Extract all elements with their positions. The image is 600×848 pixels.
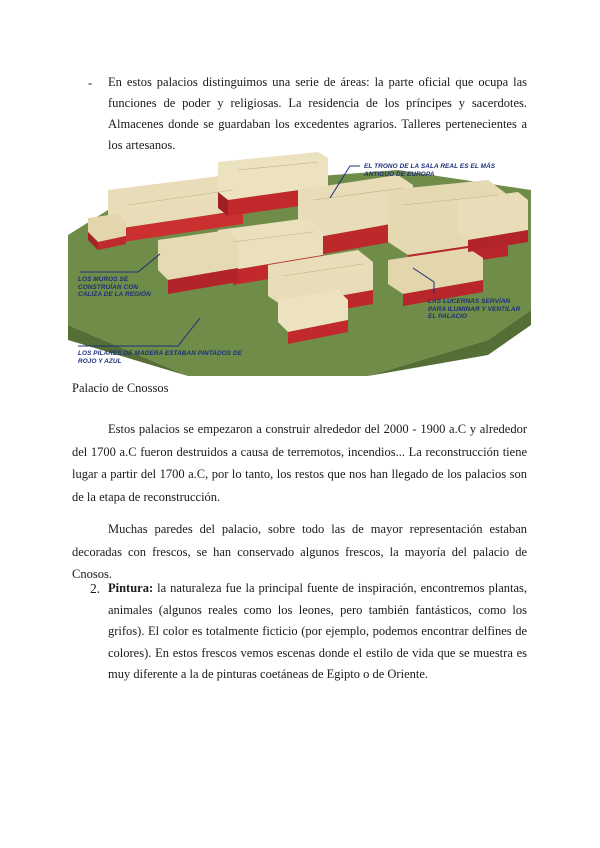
palace-illustration [68, 150, 531, 376]
paragraph-construction: Estos palacios se empezaron a construir alrededor del 2000 - 1900 a.C y alrededor del 1700 a.C fueron destruidos a causa de terremotos, incendios... La reconstrucción tiene lugar a partir del 1700 a.C, por lo tanto, los restos que nos han llegado de los palacios son de la etapa de reconstrucción. [72, 422, 527, 504]
callout-pillars: LOS PILARES DE MADERA ESTABAN PINTADOS DE ROJO Y AZUL [78, 350, 243, 365]
figure-caption: Palacio de Cnossos [72, 381, 169, 395]
paragraph-frescos: Muchas paredes del palacio, sobre todo las de mayor representación estaban decoradas con frescos, se han conservado algunos frescos, la mayoría del palacio de Cnosos. [72, 522, 527, 581]
list-item-term: Pintura: [108, 581, 154, 595]
list-item-painting [108, 578, 527, 686]
list-item-number: 2. [90, 581, 101, 596]
callout-skylights: LAS LUCERNAS SERVÍAN PARA ILUMINAR Y VENTILAR EL PALACIO [428, 298, 521, 321]
callout-walls: LOS MUROS SE CONSTRUÍAN CON CALIZA DE LA REGIÓN [78, 276, 151, 299]
bullet-paragraph: En estos palacios distinguimos una serie de áreas: la parte oficial que ocupa las funciones de poder y religiosas. La residencia de los príncipes y sacerdotes. Almacenes donde se guardaban los excedentes agrarios. Talleres pertenecientes a los artesanos. [108, 75, 527, 152]
callout-throne: EL TRONO DE LA SALA REAL ES EL MÁS ANTIGUO DE EUROPA [364, 163, 496, 178]
list-item-body: la naturaleza fue la principal fuente de inspiración, encontremos plantas, animales (algunos reales como los leones, pero también fantásticos, como los grifos). El color es totalmente ficticio (por ejemplo, podemos encontrar delfines de colores). En estos frescos vemos escenas donde el estilo de vida que se muestra es muy diferente a la de pinturas coetáneas de Egipto o de Oriente. [108, 581, 527, 681]
bullet-marker: - [88, 76, 93, 90]
palace-model-drawing [68, 150, 531, 376]
